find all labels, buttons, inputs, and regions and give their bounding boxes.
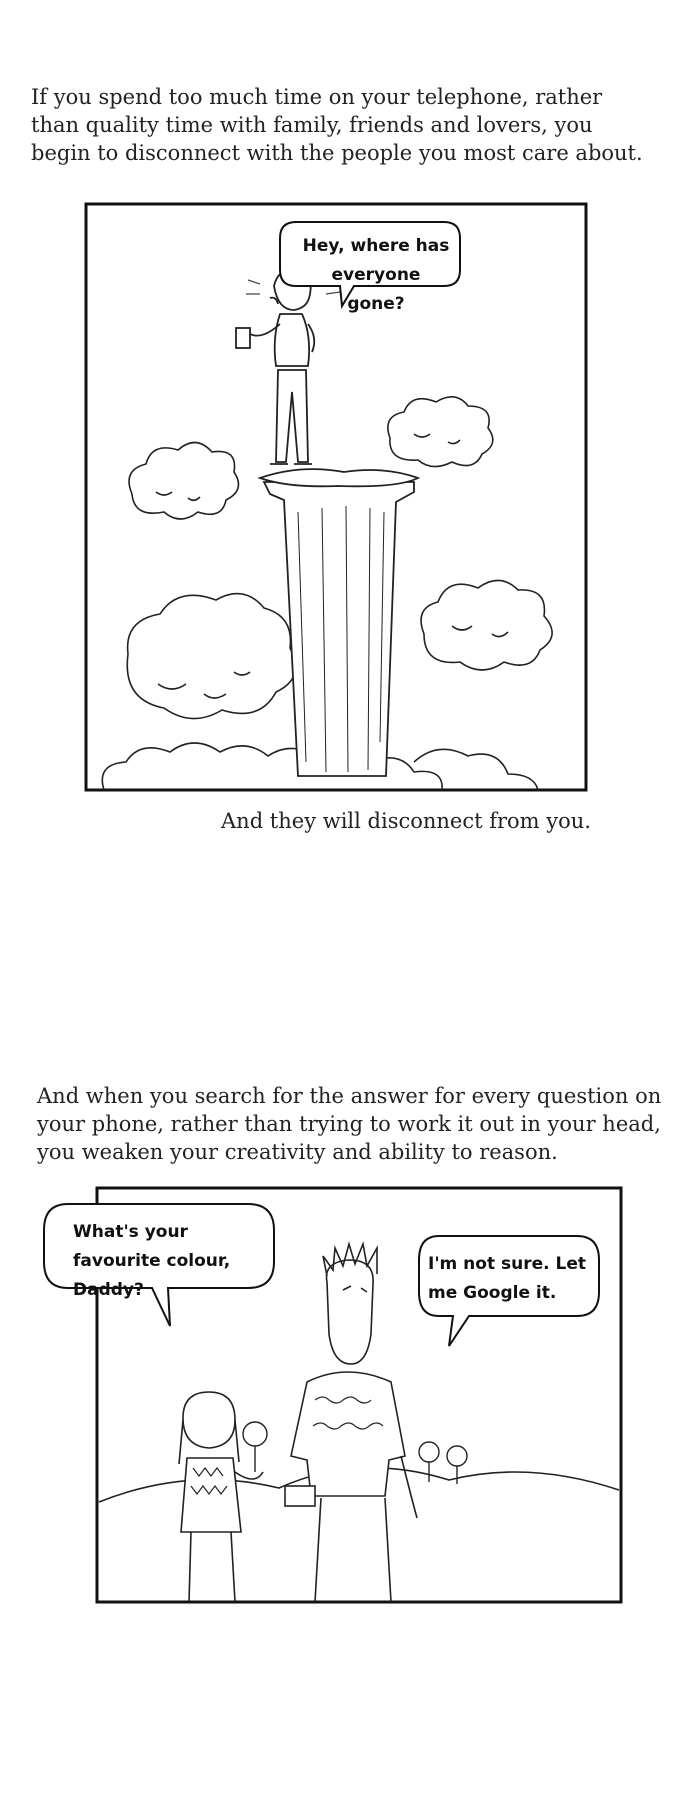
caption-disconnect: And they will disconnect from you. — [221, 809, 591, 833]
speech-text-child: What's your favourite colour, Daddy? — [73, 1222, 231, 1300]
caption-second-intro: And when you search for the answer for every question on your phone, rather than trying to work it out in your head, you weaken your creativity and ability to reason. — [37, 1084, 662, 1164]
caption-intro: If you spend too much time on your telephone, rather than quality time with family, friends and lovers, you begin to disconnect with the people you most care about. — [31, 85, 643, 165]
speech-text-father: I'm not sure. Let me Google it. — [428, 1254, 586, 1303]
speech-text-woman: Hey, where has everyone gone? — [302, 236, 450, 314]
